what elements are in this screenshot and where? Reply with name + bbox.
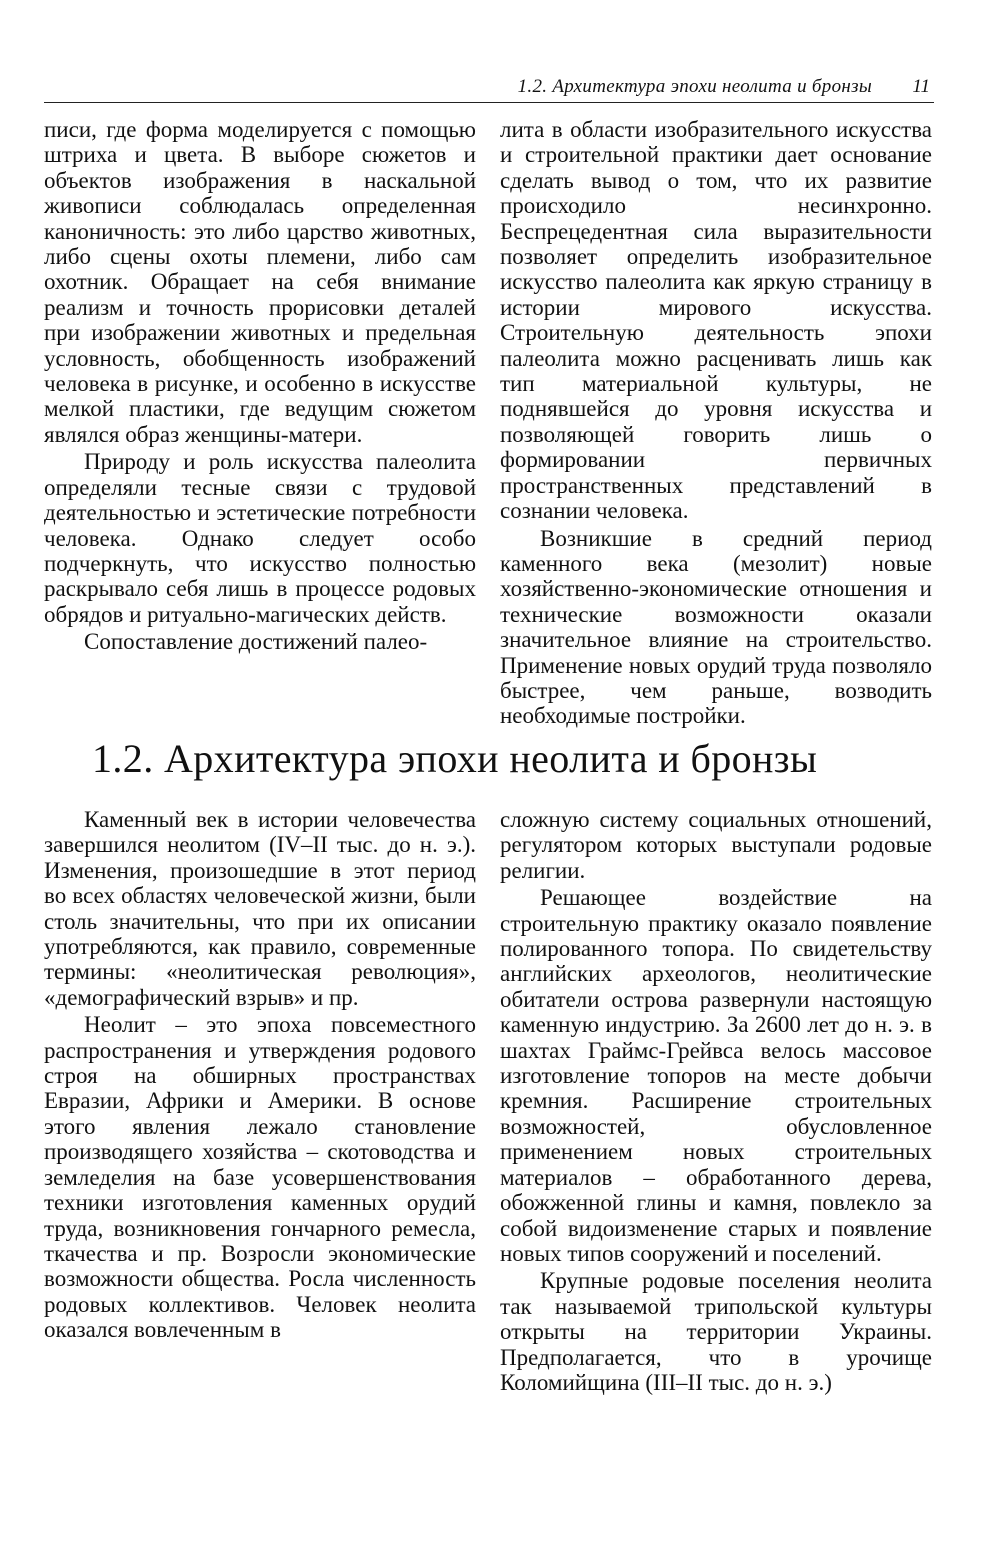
paragraph: Сопоставление достижений палео- [84, 629, 428, 655]
paragraph: Крупные родовые поселения неолита так называемой трипольской культуры открыты на территории Украины. Предполагается, что в урочище Коломийщина (III–II тыс. до н. э.) [500, 1268, 932, 1395]
paragraph: Каменный век в истории человечества завершился неолитом (IV–II тыс. до н. э.). Изменения, произошедшие в этот период во всех областях человеческой жизни, были столь значительны, что при их описании употребляются, как правило, современные термины: «неолитическая революция», «демографический взрыв» и пр. [44, 807, 476, 1010]
section-heading: 1.2. Архитектура эпохи неолита и бронзы [92, 736, 818, 781]
top-right-column [500, 117, 932, 729]
paragraph: Решающее воздействие на строительную практику оказало появление полированного топора. По свидетельству английских археологов, неолитические обитатели острова развернули настоящую каменную индустрию. За 2600 лет до н. э. в шахтах Граймс-Грейвса велось массовое изготовление топоров на месте добычи кремния. Расширение строительных возможностей, обусловленное применением новых строительных материалов – обработанного дерева, обожженной глины и камня, повлекло за собой видоизменение старых и появление новых типов сооружений и поселений. [500, 885, 932, 1266]
top-left-column [44, 117, 476, 655]
paragraph: сложную систему социальных отношений, регулятором которых выступали родовые религии. [500, 807, 932, 883]
bottom-right-column [500, 807, 932, 1395]
paragraph: Природу и роль искусства палеолита определяли тесные связи с трудовой деятельностью и эстетические потребности человека. Однако следует особо подчеркнуть, что искусство полностью раскрывало себя лишь в процессе родовых обрядов и ритуально-магических действ. [44, 449, 476, 627]
page-header [44, 70, 934, 100]
running-title: 1.2. Архитектура эпохи неолита и бронзы [517, 76, 872, 97]
paragraph: Возникшие в средний период каменного века (мезолит) новые хозяйственно-экономические отношения и технические возможности оказали значительное влияние на строительство. Применение новых орудий труда позволяло быстрее, чем раньше, возводить необходимые постройки. [500, 525, 932, 729]
page-number: 11 [912, 76, 930, 97]
bottom-left-column [44, 807, 476, 1343]
paragraph: Неолит – это эпоха повсеместного распространения и утверждения родового строя на обширных пространствах Евразии, Африки и Америки. В основе этого явления лежало становление производящего хозяйства – скотоводства и земледелия на базе усовершенствования техники изготовления каменных орудий труда, возникновения гончарного ремесла, ткачества и пр. Возросли экономические возможности общества. Росла численность родовых коллективов. Человек неолита оказался вовлеченным в [44, 1012, 476, 1343]
paragraph: писи, где форма моделируется с помощью штриха и цвета. В выборе сюжетов и объектов изображения в наскальной живописи соблюдалась определенная каноничность: это либо царство животных, либо сцены охоты племени, либо сам охотник. Обращает на себя внимание реализм и точность прорисовки деталей при изображении животных и предельная условность, обобщенность изображений человека в рисунке, и особенно в искусстве мелкой пластики, где ведущим сюжетом являлся образ женщины-матери. [44, 117, 476, 447]
paragraph: лита в области изобразительного искусства и строительной практики дает основание сделать вывод о том, что их развитие происходило несинхронно. Беспрецедентная сила выразительности позволяет определить изобразительное искусство палеолита как яркую страницу в истории мирового искусства. Строительную деятельность эпохи палеолита можно расценивать лишь как тип материальной культуры, не поднявшейся до уровня искусства и позволяющей говорить лишь о формировании первичных пространственных представлений в сознании человека. [500, 117, 932, 524]
header-rule [44, 102, 934, 103]
